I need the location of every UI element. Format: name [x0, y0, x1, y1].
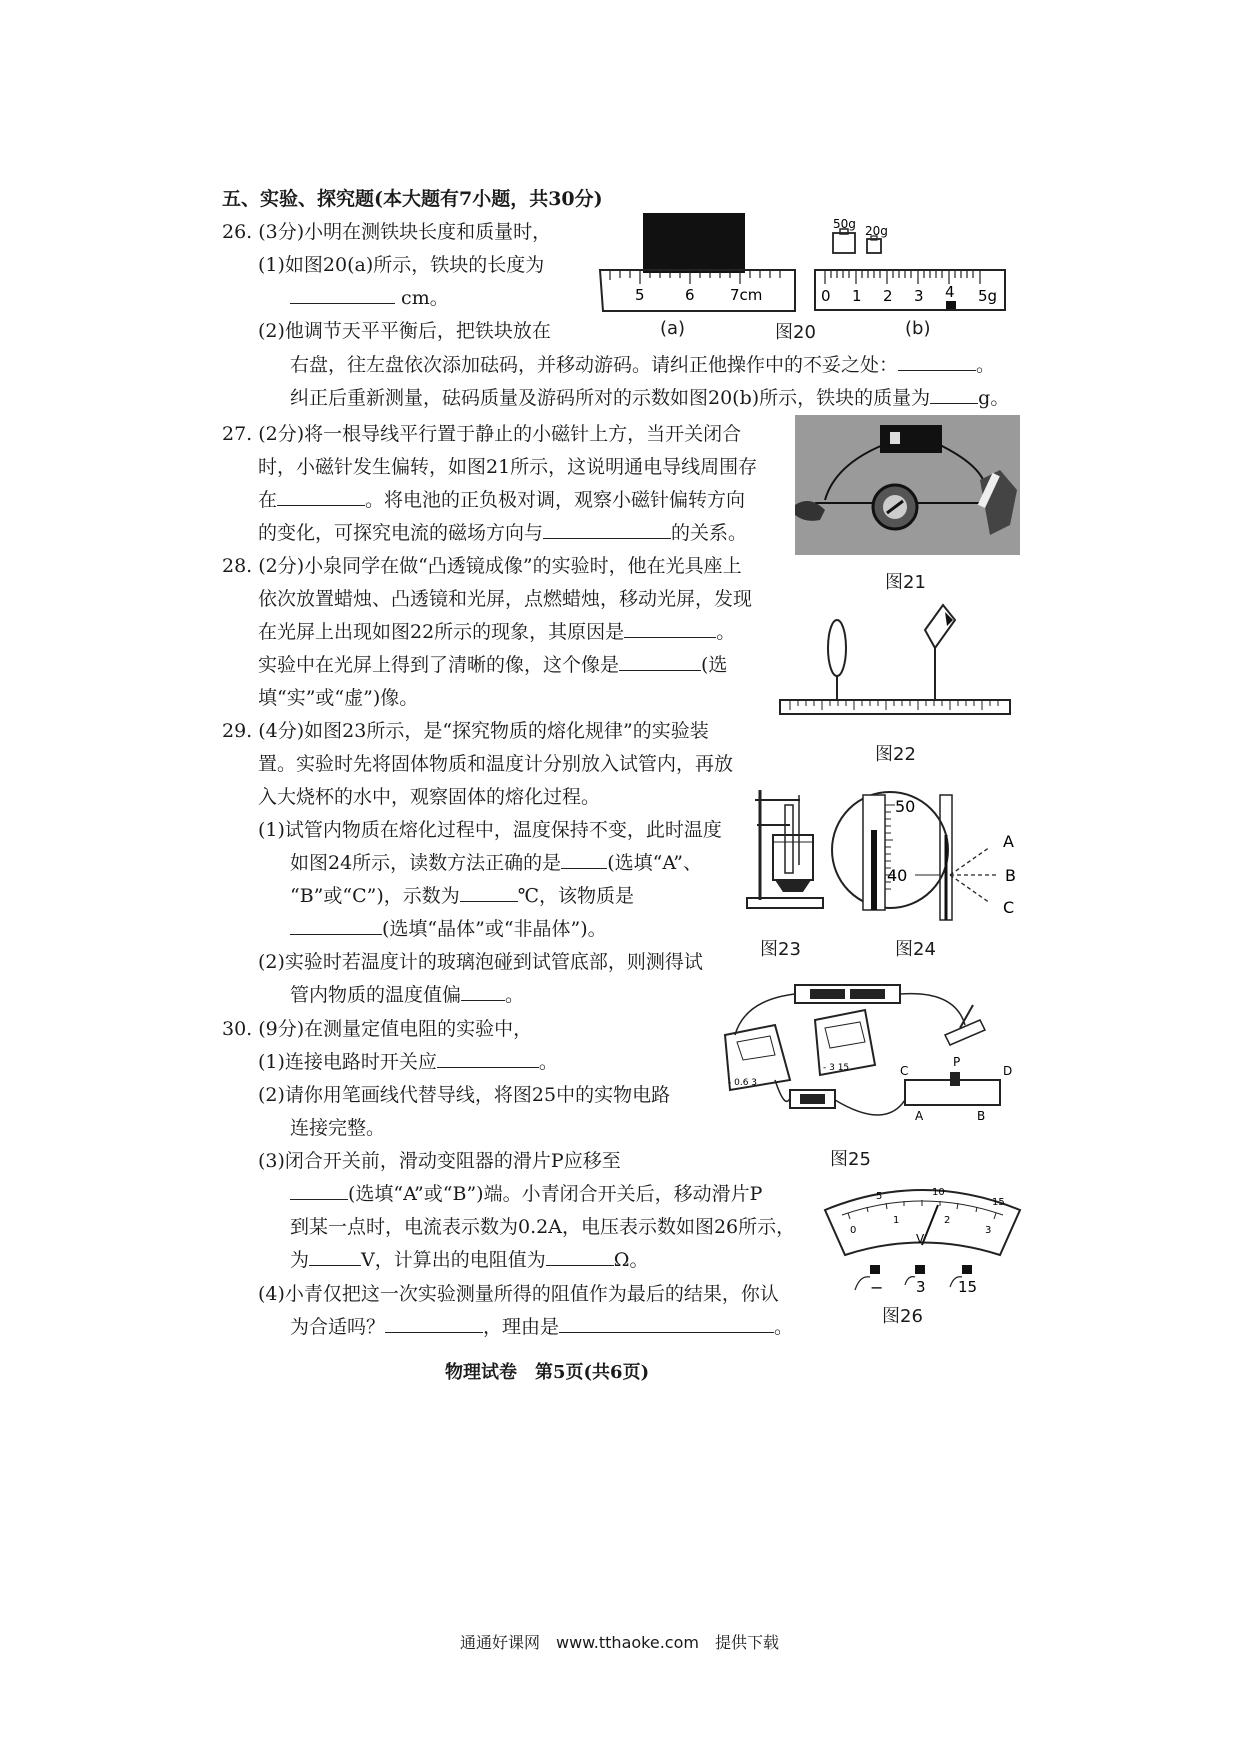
q30-line8 [290, 1247, 649, 1273]
dial-label: 10 [932, 1187, 945, 1198]
q29-line3: 入大烧杯的水中，观察固体的熔化过程。 [258, 786, 601, 808]
fig26-caption: 图26 [882, 1306, 923, 1327]
q28-line2: 依次放置蜡烛、凸透镜和光屏，点燃蜡烛，移动光屏，发现 [258, 588, 753, 610]
rheostat-slider [950, 1072, 960, 1086]
answer-blank[interactable] [619, 652, 701, 671]
q30-line6 [290, 1181, 762, 1207]
scale-label: 3 [914, 287, 924, 305]
rheostat-label: P [953, 1055, 961, 1069]
scale-label: 1 [852, 287, 862, 305]
battery-box [880, 425, 942, 453]
figure-20 [595, 208, 1015, 313]
iron-block [643, 213, 745, 273]
terminal-15 [962, 1265, 972, 1274]
answer-blank[interactable] [385, 1314, 483, 1333]
answer-blank[interactable] [559, 1314, 774, 1333]
q26-line6-text: 纠正后重新测量，砝码质量及游码所对的示数如图20(b)所示，铁块的质量为 [290, 387, 931, 409]
q26-line6-end: g。 [978, 387, 1010, 409]
figure-24 [825, 775, 1030, 930]
q30-line8-text: 为 [290, 1249, 310, 1271]
fig22-caption: 图22 [875, 744, 916, 765]
q29-line2: 置。实验时先将固体物质和温度计分别放入试管内，再放 [258, 753, 734, 775]
q29-line5-end: (选填“A”、 [607, 852, 702, 874]
q30-line3: (2)请你用笔画线代替导线，将图25中的实物电路 [258, 1084, 671, 1106]
scale-label: 5g [978, 287, 998, 305]
weight-label: 50g [833, 217, 856, 231]
sightline-c [950, 875, 990, 903]
section-title: 五、实验、探究题(本大题有7小题，共30分) [222, 188, 603, 210]
burner [775, 880, 811, 892]
q27-line3-text: 在 [258, 489, 278, 511]
view-label-c: C [1003, 898, 1015, 917]
q26-line5 [290, 352, 995, 378]
answer-blank[interactable] [290, 916, 382, 935]
q28-line3-end: 。 [716, 621, 736, 643]
q30-line2-text: (1)连接电路时开关应 [258, 1051, 437, 1073]
answer-blank[interactable] [461, 982, 505, 1001]
dial-label: 0 [850, 1225, 857, 1236]
ruler-a [600, 270, 795, 311]
figure-25 [715, 980, 1020, 1140]
q28-line4 [258, 652, 727, 678]
q30-line10-mid: ，理由是 [483, 1316, 560, 1338]
q30-line10 [290, 1314, 793, 1340]
terminal-label: 3 [916, 1278, 926, 1296]
q27-line4-text: 的变化，可探究电流的磁场方向与 [258, 522, 544, 544]
q28-line3-text: 在光屏上出现如图22所示的现象，其原因是 [258, 621, 625, 643]
q29-line5 [290, 850, 702, 876]
q29-line6-text: “B”或“C”)，示数为 [290, 885, 460, 907]
magnifier-circle [832, 792, 948, 908]
ruler-label: 7cm [730, 286, 763, 304]
q30-line9: (4)小青仅把这一次实验测量所得的阻值作为最后的结果，你认 [258, 1283, 779, 1305]
fig20-cap-b: (b) [905, 318, 931, 339]
q29-line1: 29. (4分)如图23所示，是“探究物质的熔化规律”的实验装 [222, 720, 709, 742]
q27-line3-end: 。将电池的正负极对调，观察小磁针偏转方向 [365, 489, 746, 511]
q26-line2: (1)如图20(a)所示，铁块的长度为 [258, 254, 545, 276]
fig20-cap-a: (a) [660, 318, 686, 339]
q26-line6 [290, 385, 1009, 411]
rheostat-label: D [1003, 1064, 1013, 1078]
q30-line6-text: (选填“A”或“B”)端。小青闭合开关后，移动滑片P [348, 1183, 763, 1205]
answer-blank[interactable] [290, 1181, 348, 1200]
answer-blank[interactable] [460, 883, 518, 902]
fig23-caption: 图23 [760, 939, 801, 960]
thermo-label: 50 [895, 797, 916, 816]
ruler-label: 5 [635, 286, 645, 304]
page-footer: 物理试卷 第5页(共6页) [445, 1362, 650, 1383]
q30-line7: 到某一点时，电流表示数为0.2A，电压表示数如图26所示， [290, 1216, 796, 1238]
dial-label: 1 [893, 1215, 900, 1226]
terminal-label: − [870, 1278, 884, 1297]
rider [946, 301, 956, 309]
answer-blank[interactable] [543, 520, 671, 539]
thermo-label: 40 [887, 866, 908, 885]
q28-line5: 填“实”或“虚”)像。 [258, 687, 419, 709]
rheostat-label: C [900, 1064, 909, 1078]
rheostat-label: A [915, 1109, 924, 1123]
q28-line4-text: 实验中在光屏上得到了清晰的像，这个像是 [258, 654, 620, 676]
answer-blank[interactable] [277, 487, 365, 506]
q29-line5-text: 如图24所示，读数方法正确的是 [290, 852, 562, 874]
q30-line4: 连接完整。 [290, 1117, 386, 1139]
ruler-label: 6 [685, 286, 695, 304]
fig20-caption: 图20 [775, 322, 816, 343]
q30-line10-text: 为合适吗？ [290, 1316, 386, 1338]
mercury-column [871, 830, 877, 910]
answer-blank[interactable] [624, 619, 716, 638]
figure-22 [775, 600, 1015, 720]
q26-unit: cm。 [401, 287, 449, 309]
answer-blank[interactable] [437, 1049, 539, 1068]
q29-line9-end: 。 [505, 984, 525, 1006]
q27-line4-end: 的关系。 [671, 522, 748, 544]
q28-line1: 28. (2分)小泉同学在做“凸透镜成像”的实验时，他在光具座上 [222, 555, 742, 577]
q26-line5-text: 右盘，往左盘依次添加砝码，并移动游码。请纠正他操作中的不妥之处： [290, 354, 899, 376]
q30-line1: 30. (9分)在测量定值电阻的实验中， [222, 1018, 533, 1040]
figure-21 [795, 415, 1020, 555]
weight-50g [833, 233, 855, 253]
scale-label: 4 [945, 283, 955, 301]
dial-label: 15 [992, 1197, 1005, 1208]
scale-label: 0 [821, 287, 831, 305]
q30-line8-end: Ω。 [613, 1249, 649, 1271]
q30-line2 [258, 1049, 558, 1075]
convex-lens [828, 620, 846, 676]
watermark: 通通好课网 www.tthaoke.com 提供下载 [460, 1633, 779, 1652]
dial-unit: V [916, 1232, 925, 1246]
answer-blank[interactable] [290, 285, 395, 304]
dial-pointer [922, 1205, 938, 1245]
q29-line8: (2)实验时若温度计的玻璃泡碰到试管底部，则测得试 [258, 951, 703, 973]
q30-line8-mid: V，计算出的电阻值为 [361, 1249, 546, 1271]
wire [735, 994, 795, 1035]
q29-line9-text: 管内物质的温度值偏 [290, 984, 462, 1006]
q27-line1: 27. (2分)将一根导线平行置于静止的小磁针上方，当开关闭合 [222, 423, 742, 445]
dial-label: 3 [985, 1225, 992, 1236]
q27-line3 [258, 487, 745, 513]
q29-line9 [290, 982, 524, 1008]
fig24-caption: 图24 [895, 939, 936, 960]
q30-line2-end: 。 [538, 1051, 558, 1073]
light-screen [925, 605, 955, 648]
q29-line6 [290, 883, 634, 909]
dial-label: 2 [944, 1215, 951, 1226]
view-label-b: B [1005, 866, 1016, 885]
fig25-caption: 图25 [830, 1149, 871, 1170]
terminal-3 [915, 1265, 925, 1274]
dial-ticks [848, 1200, 996, 1219]
figure-23 [745, 780, 825, 915]
q26-line1: 26. (3分)小明在测铁块长度和质量时， [222, 221, 552, 243]
terminal-label: 15 [958, 1278, 978, 1296]
scale-ticks [825, 270, 980, 284]
q26-line4: (2)他调节天平平衡后，把铁块放在 [258, 320, 551, 342]
answer-blank[interactable] [561, 850, 607, 869]
bench-ticks [790, 700, 998, 710]
fig21-caption: 图21 [885, 572, 926, 593]
svg-text:- 0.6 3: - 0.6 3 [728, 1078, 758, 1088]
dial-label: 5 [876, 1191, 883, 1202]
q29-line7 [290, 916, 607, 942]
figure-26 [820, 1175, 1025, 1305]
q27-line2: 时，小磁针发生偏转，如图21所示，这说明通电导线周围存 [258, 456, 758, 478]
test-tube [785, 805, 793, 873]
weight-20g [867, 239, 881, 253]
answer-blank[interactable] [309, 1247, 361, 1266]
answer-blank[interactable] [546, 1247, 614, 1266]
q30-line5: (3)闭合开关前，滑动变阻器的滑片P应移至 [258, 1150, 621, 1172]
q28-line3 [258, 619, 735, 645]
weight-label: 20g [865, 224, 888, 238]
q30-line10-end: 。 [774, 1316, 794, 1338]
q29-line4: (1)试管内物质在熔化过程中，温度保持不变，此时温度 [258, 819, 722, 841]
scale-label: 2 [883, 287, 893, 305]
view-label-a: A [1003, 832, 1014, 851]
answer-blank[interactable] [930, 385, 978, 404]
svg-text:- 3 15: - 3 15 [823, 1063, 850, 1073]
rheostat-label: B [977, 1109, 986, 1123]
q28-line4-end: (选 [701, 654, 728, 676]
q26-line3 [290, 285, 449, 311]
terminal-negative [870, 1265, 880, 1274]
q27-line4 [258, 520, 747, 546]
q29-line6-end: ℃，该物质是 [517, 885, 635, 907]
sightline-a [950, 847, 990, 875]
q26-line5-end: 。 [976, 354, 996, 376]
q29-line7-text: (选填“晶体”或“非晶体”)。 [382, 918, 607, 940]
answer-blank[interactable] [898, 352, 976, 371]
